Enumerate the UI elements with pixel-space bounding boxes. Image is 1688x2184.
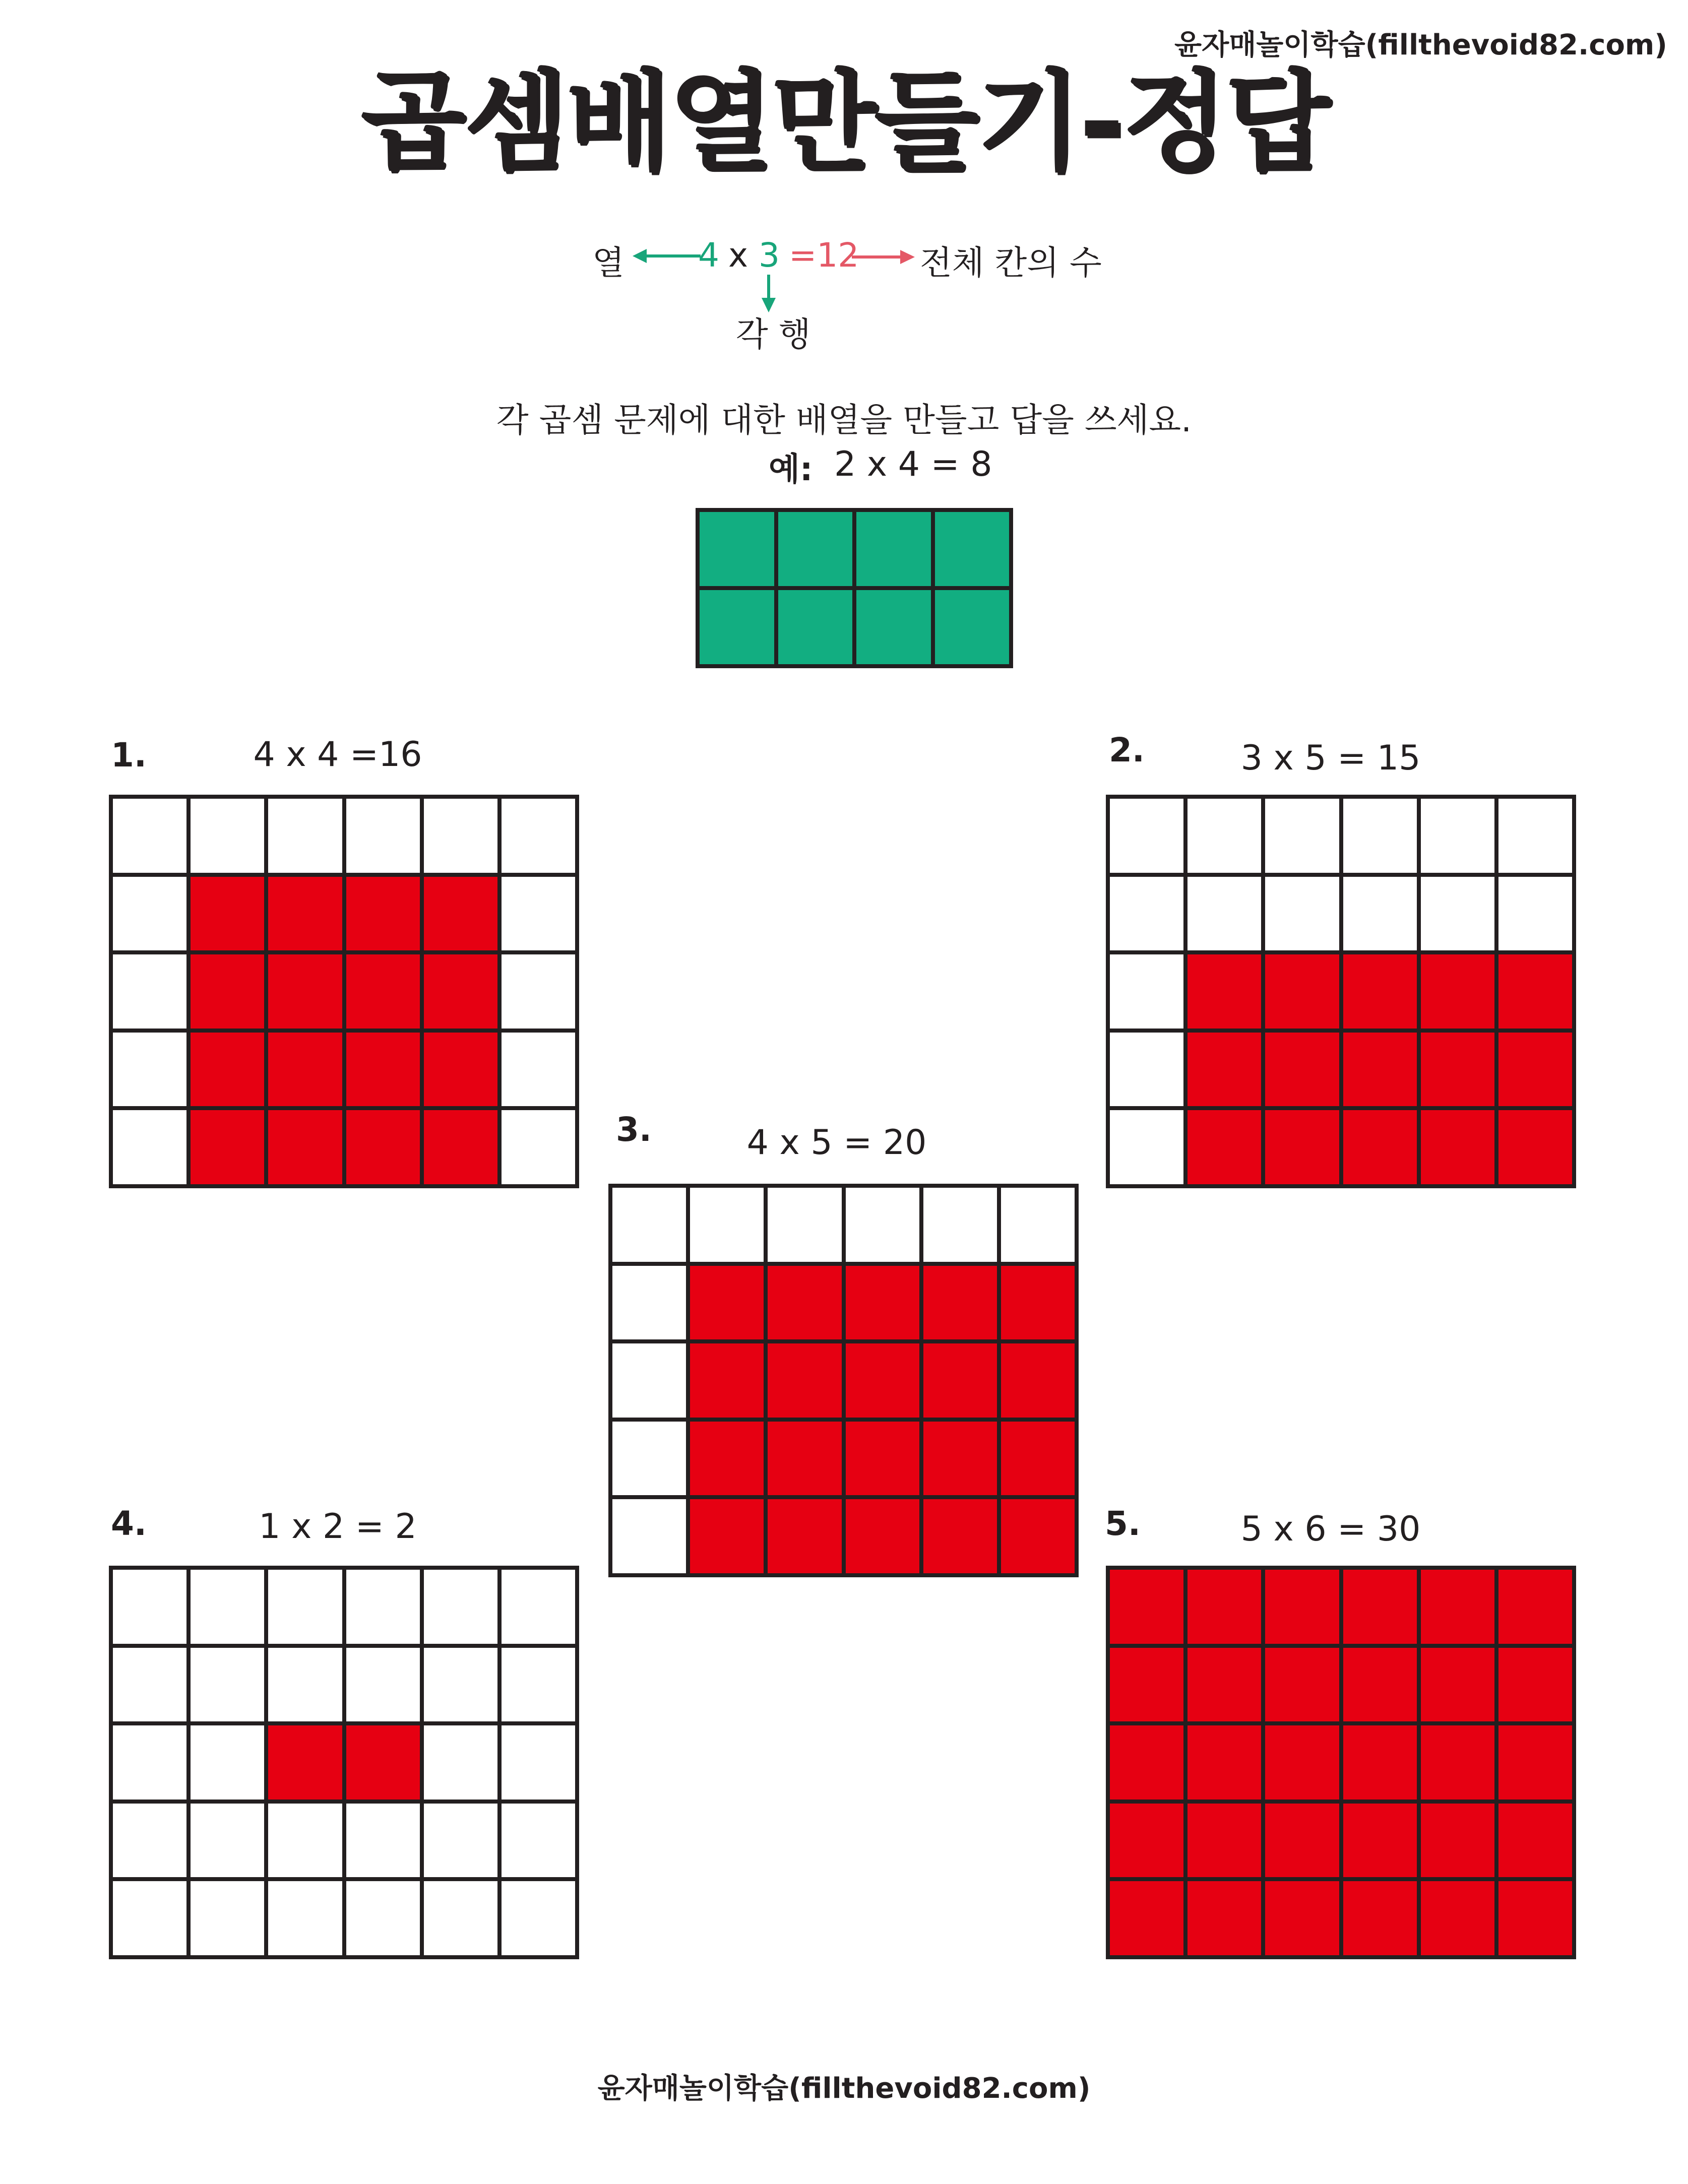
filled-cell[interactable] (1421, 954, 1494, 1029)
empty-cell[interactable] (113, 1804, 186, 1878)
filled-cell[interactable] (846, 1266, 919, 1340)
filled-cell[interactable] (1343, 1648, 1417, 1722)
empty-cell[interactable] (923, 1188, 997, 1262)
empty-cell[interactable] (191, 799, 264, 873)
filled-cell[interactable] (1265, 1725, 1339, 1800)
problem-number: 2. (1109, 731, 1145, 769)
filled-cell[interactable] (1110, 1725, 1183, 1800)
filled-cell[interactable] (1265, 1570, 1339, 1644)
empty-cell[interactable] (502, 799, 575, 873)
filled-cell[interactable] (346, 1033, 420, 1107)
problem-2-grid[interactable] (1106, 795, 1576, 1188)
filled-cell[interactable] (1421, 1804, 1494, 1878)
empty-cell[interactable] (424, 799, 497, 873)
filled-cell[interactable] (1343, 1725, 1417, 1800)
empty-cell[interactable] (346, 1570, 420, 1644)
site-brand-bottom: 윤자매놀이학습(fillthevoid82.com) (597, 2072, 1091, 2105)
example-cell (935, 512, 1010, 586)
empty-cell[interactable] (1421, 877, 1494, 951)
empty-cell[interactable] (191, 1725, 264, 1800)
filled-cell[interactable] (191, 1033, 264, 1107)
filled-cell[interactable] (1110, 1881, 1183, 1955)
filled-cell[interactable] (268, 877, 342, 951)
filled-cell[interactable] (923, 1422, 997, 1496)
empty-cell[interactable] (612, 1343, 686, 1418)
down-arrow-icon (759, 275, 779, 312)
filled-cell[interactable] (1187, 1648, 1261, 1722)
filled-cell[interactable] (424, 1033, 497, 1107)
empty-cell[interactable] (1343, 799, 1417, 873)
filled-cell[interactable] (846, 1422, 919, 1496)
empty-cell[interactable] (268, 799, 342, 873)
example-cell (935, 590, 1010, 664)
filled-cell[interactable] (1498, 954, 1572, 1029)
filled-cell[interactable] (1187, 1570, 1261, 1644)
filled-cell[interactable] (1421, 1725, 1494, 1800)
filled-cell[interactable] (424, 877, 497, 951)
empty-cell[interactable] (612, 1499, 686, 1573)
filled-cell[interactable] (268, 1110, 342, 1184)
empty-cell[interactable] (1110, 799, 1183, 873)
legend-left-number: 4 (698, 236, 719, 275)
empty-cell[interactable] (612, 1266, 686, 1340)
empty-cell[interactable] (1498, 877, 1572, 951)
empty-cell[interactable] (268, 1570, 342, 1644)
empty-cell[interactable] (502, 1725, 575, 1800)
filled-cell[interactable] (690, 1266, 764, 1340)
filled-cell[interactable] (1343, 1033, 1417, 1107)
filled-cell[interactable] (1343, 1570, 1417, 1644)
empty-cell[interactable] (502, 1648, 575, 1722)
problem-equation: 1 x 2 = 2 (259, 1507, 417, 1547)
empty-cell[interactable] (1421, 799, 1494, 873)
filled-cell[interactable] (923, 1499, 997, 1573)
page-title: 곱셈배열만들기-정답 (360, 58, 1328, 185)
empty-cell[interactable] (1265, 799, 1339, 873)
filled-cell[interactable] (268, 1725, 342, 1800)
filled-cell[interactable] (923, 1266, 997, 1340)
total-label: 전체 칸의 수 (920, 243, 1102, 282)
example-grid (696, 508, 1013, 668)
problem-number: 4. (111, 1504, 147, 1543)
empty-cell[interactable] (346, 1648, 420, 1722)
filled-cell[interactable] (268, 1033, 342, 1107)
legend-result: =12 (789, 236, 859, 275)
filled-cell[interactable] (1498, 1110, 1572, 1184)
problem-equation: 4 x 4 =16 (253, 735, 422, 775)
filled-cell[interactable] (1421, 1648, 1494, 1722)
empty-cell[interactable] (612, 1188, 686, 1262)
filled-cell[interactable] (768, 1499, 841, 1573)
problem-1-grid[interactable] (109, 795, 579, 1188)
filled-cell[interactable] (1001, 1422, 1075, 1496)
filled-cell[interactable] (1498, 1804, 1572, 1878)
empty-cell[interactable] (1110, 877, 1183, 951)
empty-cell[interactable] (502, 1033, 575, 1107)
empty-cell[interactable] (1265, 877, 1339, 951)
empty-cell[interactable] (612, 1422, 686, 1496)
empty-cell[interactable] (113, 799, 186, 873)
empty-cell[interactable] (113, 1648, 186, 1722)
filled-cell[interactable] (1265, 1804, 1339, 1878)
filled-cell[interactable] (1498, 1648, 1572, 1722)
empty-cell[interactable] (191, 1648, 264, 1722)
filled-cell[interactable] (690, 1422, 764, 1496)
empty-cell[interactable] (346, 799, 420, 873)
empty-cell[interactable] (424, 1648, 497, 1722)
filled-cell[interactable] (1187, 1110, 1261, 1184)
empty-cell[interactable] (113, 1570, 186, 1644)
example-cell (700, 590, 774, 664)
filled-cell[interactable] (346, 877, 420, 951)
left-arrow-icon (633, 246, 703, 266)
example-label: 예: (769, 451, 813, 488)
filled-cell[interactable] (1498, 1033, 1572, 1107)
empty-cell[interactable] (1498, 799, 1572, 873)
empty-cell[interactable] (113, 1725, 186, 1800)
filled-cell[interactable] (690, 1343, 764, 1418)
empty-cell[interactable] (690, 1188, 764, 1262)
example-cell (700, 512, 774, 586)
filled-cell[interactable] (268, 954, 342, 1029)
empty-cell[interactable] (113, 954, 186, 1029)
empty-cell[interactable] (768, 1188, 841, 1262)
filled-cell[interactable] (1001, 1266, 1075, 1340)
filled-cell[interactable] (768, 1422, 841, 1496)
instructions: 각 곱셈 문제에 대한 배열을 만들고 답을 쓰세요. (496, 401, 1192, 439)
filled-cell[interactable] (1110, 1648, 1183, 1722)
legend-right-number: 3 (759, 236, 780, 275)
filled-cell[interactable] (1265, 1033, 1339, 1107)
site-brand-top: 윤자매놀이학습(fillthevoid82.com) (1174, 29, 1667, 61)
problem-5-grid[interactable] (1106, 1566, 1576, 1959)
empty-cell[interactable] (191, 1804, 264, 1878)
empty-cell[interactable] (191, 1570, 264, 1644)
empty-cell[interactable] (424, 1570, 497, 1644)
filled-cell[interactable] (768, 1343, 841, 1418)
example-cell (856, 512, 931, 586)
problem-equation: 4 x 5 = 20 (746, 1123, 927, 1163)
filled-cell[interactable] (1110, 1570, 1183, 1644)
filled-cell[interactable] (1343, 1881, 1417, 1955)
empty-cell[interactable] (1187, 877, 1261, 951)
filled-cell[interactable] (1498, 1570, 1572, 1644)
filled-cell[interactable] (1421, 1570, 1494, 1644)
filled-cell[interactable] (1421, 1881, 1494, 1955)
filled-cell[interactable] (424, 954, 497, 1029)
problem-3-grid[interactable] (608, 1184, 1079, 1577)
filled-cell[interactable] (1343, 1110, 1417, 1184)
columns-label: 열 (592, 243, 624, 282)
filled-cell[interactable] (346, 954, 420, 1029)
empty-cell[interactable] (424, 1725, 497, 1800)
legend-times: x (728, 236, 748, 275)
empty-cell[interactable] (424, 1881, 497, 1955)
filled-cell[interactable] (1001, 1499, 1075, 1573)
filled-cell[interactable] (1187, 1804, 1261, 1878)
empty-cell[interactable] (502, 1110, 575, 1184)
empty-cell[interactable] (268, 1804, 342, 1878)
empty-cell[interactable] (1001, 1188, 1075, 1262)
empty-cell[interactable] (346, 1881, 420, 1955)
empty-cell[interactable] (1343, 877, 1417, 951)
empty-cell[interactable] (346, 1804, 420, 1878)
empty-cell[interactable] (1110, 1110, 1183, 1184)
rows-label: 각 행 (736, 315, 811, 354)
filled-cell[interactable] (1421, 1033, 1494, 1107)
filled-cell[interactable] (768, 1266, 841, 1340)
problem-number: 3. (616, 1110, 652, 1149)
filled-cell[interactable] (1343, 1804, 1417, 1878)
filled-cell[interactable] (1001, 1343, 1075, 1418)
empty-cell[interactable] (1110, 1033, 1183, 1107)
filled-cell[interactable] (346, 1110, 420, 1184)
empty-cell[interactable] (502, 1881, 575, 1955)
empty-cell[interactable] (1110, 954, 1183, 1029)
empty-cell[interactable] (424, 1804, 497, 1878)
filled-cell[interactable] (846, 1499, 919, 1573)
filled-cell[interactable] (191, 877, 264, 951)
filled-cell[interactable] (346, 1725, 420, 1800)
right-arrow-icon (852, 248, 915, 266)
filled-cell[interactable] (1265, 1110, 1339, 1184)
problem-number: 5. (1105, 1504, 1141, 1543)
empty-cell[interactable] (268, 1881, 342, 1955)
empty-cell[interactable] (502, 1804, 575, 1878)
empty-cell[interactable] (113, 1033, 186, 1107)
filled-cell[interactable] (1187, 1881, 1261, 1955)
empty-cell[interactable] (113, 1881, 186, 1955)
problem-4-grid[interactable] (109, 1566, 579, 1959)
empty-cell[interactable] (113, 877, 186, 951)
empty-cell[interactable] (268, 1648, 342, 1722)
empty-cell[interactable] (113, 1110, 186, 1184)
example-cell (778, 512, 853, 586)
problem-equation: 3 x 5 = 15 (1240, 738, 1421, 778)
filled-cell[interactable] (1187, 1033, 1261, 1107)
empty-cell[interactable] (846, 1188, 919, 1262)
filled-cell[interactable] (923, 1343, 997, 1418)
filled-cell[interactable] (1265, 1881, 1339, 1955)
filled-cell[interactable] (846, 1343, 919, 1418)
filled-cell[interactable] (1343, 954, 1417, 1029)
empty-cell[interactable] (502, 954, 575, 1029)
problem-number: 1. (111, 736, 147, 775)
empty-cell[interactable] (1187, 799, 1261, 873)
filled-cell[interactable] (1265, 954, 1339, 1029)
filled-cell[interactable] (1498, 1725, 1572, 1800)
filled-cell[interactable] (424, 1110, 497, 1184)
filled-cell[interactable] (1110, 1804, 1183, 1878)
filled-cell[interactable] (1421, 1110, 1494, 1184)
filled-cell[interactable] (191, 1110, 264, 1184)
example-equation: 2 x 4 = 8 (834, 444, 992, 484)
empty-cell[interactable] (502, 877, 575, 951)
empty-cell[interactable] (502, 1570, 575, 1644)
filled-cell[interactable] (1265, 1648, 1339, 1722)
filled-cell[interactable] (1187, 954, 1261, 1029)
filled-cell[interactable] (1187, 1725, 1261, 1800)
filled-cell[interactable] (690, 1499, 764, 1573)
filled-cell[interactable] (191, 954, 264, 1029)
problem-equation: 5 x 6 = 30 (1240, 1509, 1421, 1549)
empty-cell[interactable] (191, 1881, 264, 1955)
example-cell (778, 590, 853, 664)
filled-cell[interactable] (1498, 1881, 1572, 1955)
example-cell (856, 590, 931, 664)
